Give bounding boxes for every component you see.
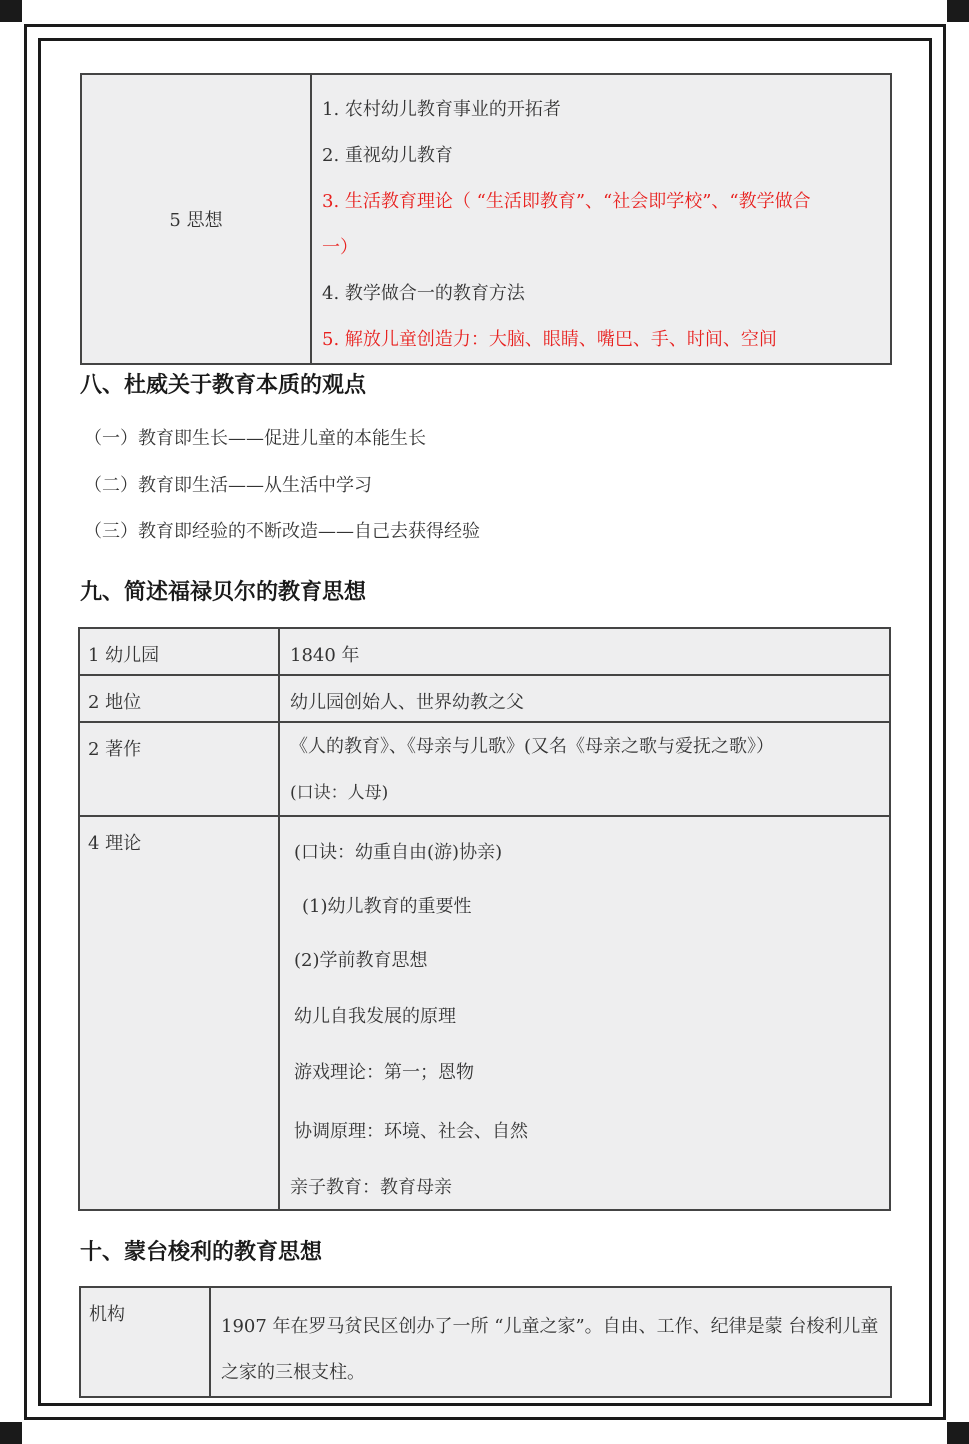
row-value (279, 816, 890, 1210)
row-value (279, 722, 890, 816)
row-key: 2 地位 (79, 675, 279, 722)
row-text: 协调原理：环境、社会、自然 (294, 1121, 528, 1142)
table-row (79, 628, 890, 675)
row-text: (口诀：人母) (290, 783, 389, 803)
row-key: 2 著作 (79, 722, 279, 816)
section8-point: （二）教育即生活——从生活中学习 (84, 475, 372, 496)
list-item: 4. 教学做合一的教育方法 (322, 283, 525, 304)
thought-label: 5 思想 (81, 74, 311, 364)
list-item: 5. 解放儿童创造力：大脑、眼睛、嘴巴、手、时间、空间 (322, 329, 777, 350)
montessori-table (79, 1286, 892, 1398)
list-item: 一） (322, 237, 358, 258)
row-value (279, 675, 890, 722)
row-key: 4 理论 (79, 816, 279, 1210)
thought-table (80, 73, 892, 365)
row-value: 1907 年在罗马贫民区创办了一所 “儿童之家”。自由、工作、纪律是蒙 台梭利儿童之家的三根支柱。 (210, 1287, 891, 1397)
row-text: (1)幼儿教育的重要性 (302, 896, 472, 917)
row-text: 幼儿自我发展的原理 (294, 1006, 456, 1027)
table-row (80, 1287, 891, 1397)
row-text: 《人的教育》、《母亲与儿歌》(又名《母亲之歌与爱抚之歌》） (290, 736, 775, 757)
list-item: 1. 农村幼儿教育事业的开拓者 (322, 99, 561, 120)
table-row (79, 816, 890, 1210)
section8-heading: 八、杜威关于教育本质的观点 (80, 372, 367, 398)
list-item: 3. 生活教育理论（ “生活即教育”、“社会即学校”、“教学做合 (322, 191, 811, 212)
row-text: 游戏理论：第一；恩物 (294, 1062, 474, 1083)
row-text: 亲子教育：教育母亲 (290, 1177, 452, 1198)
row-key: 机构 (80, 1287, 210, 1397)
row-value (279, 628, 890, 675)
section10-heading: 十、蒙台梭利的教育思想 (80, 1239, 323, 1265)
section8-point: （一）教育即生长——促进儿童的本能生长 (84, 428, 426, 449)
thought-items (311, 74, 891, 364)
list-item: 2. 重视幼儿教育 (322, 145, 453, 166)
section9-heading: 九、简述福禄贝尔的教育思想 (80, 579, 367, 605)
row-key: 1 幼儿园 (79, 628, 279, 675)
row-text: (口诀：幼重自由(游)协亲) (294, 842, 503, 863)
section8-point: （三）教育即经验的不断改造——自己去获得经验 (84, 521, 480, 542)
row-text: (2)学前教育思想 (294, 950, 428, 971)
table-row (79, 722, 890, 816)
table-row (79, 675, 890, 722)
froebel-table (78, 627, 891, 1211)
table-row (81, 74, 891, 364)
row-text: 幼儿园创始人、世界幼教之父 (290, 692, 524, 713)
row-text: 1840 年 (290, 645, 360, 666)
